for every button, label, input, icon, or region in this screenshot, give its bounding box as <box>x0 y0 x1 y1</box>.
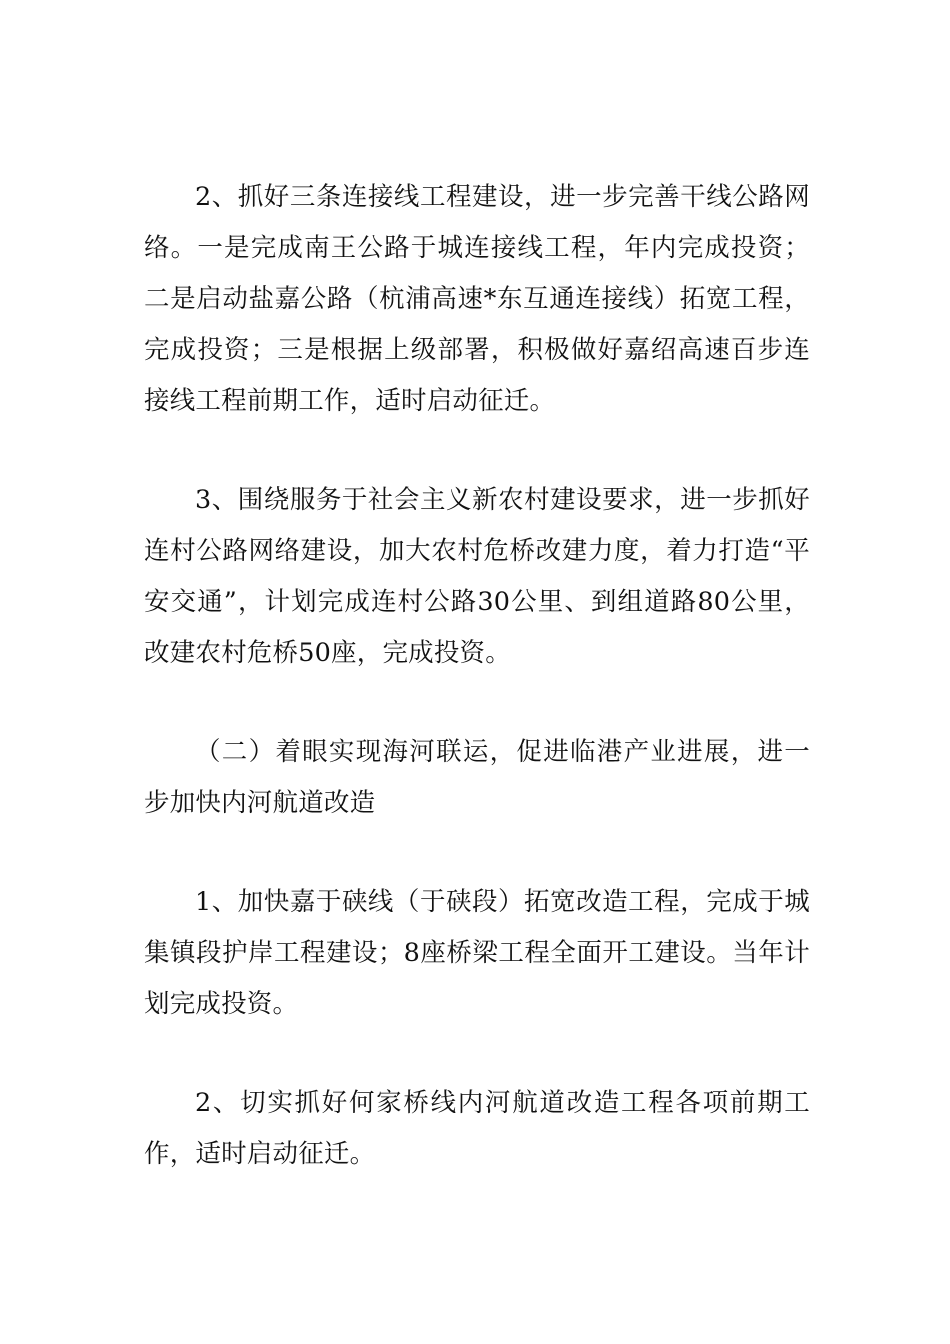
section-heading-waterway: （二）着眼实现海河联运，促进临港产业进展，进一步加快内河航道改造 <box>144 737 810 818</box>
paragraph-hejiaqiao-line: 2、切实抓好何家桥线内河航道改造工程各项前期工作，适时启动征迁。 <box>144 1088 810 1169</box>
paragraph-village-roads: 3、围绕服务于社会主义新农村建设要求，进一步抓好连村公路网络建设，加大农村危桥改建力度，着力打造“平安交通”，计划完成连村公路30公里、到组道路80公里，改建农村危桥50座，完成投资。 <box>144 485 810 668</box>
paragraph-connecting-lines: 2、抓好三条连接线工程建设，进一步完善干线公路网络。一是完成南王公路于城连接线工程，年内完成投资；二是启动盐嘉公路（杭浦高速*东互通连接线）拓宽工程，完成投资；三是根据上级部署，积极做好嘉绍高速百步连接线工程前期工作，适时启动征迁。 <box>144 182 810 416</box>
paragraph-jiayu-xia-line: 1、加快嘉于硖线（于硖段）拓宽改造工程，完成于城集镇段护岸工程建设；8座桥梁工程全面开工建设。当年计划完成投资。 <box>144 887 810 1019</box>
